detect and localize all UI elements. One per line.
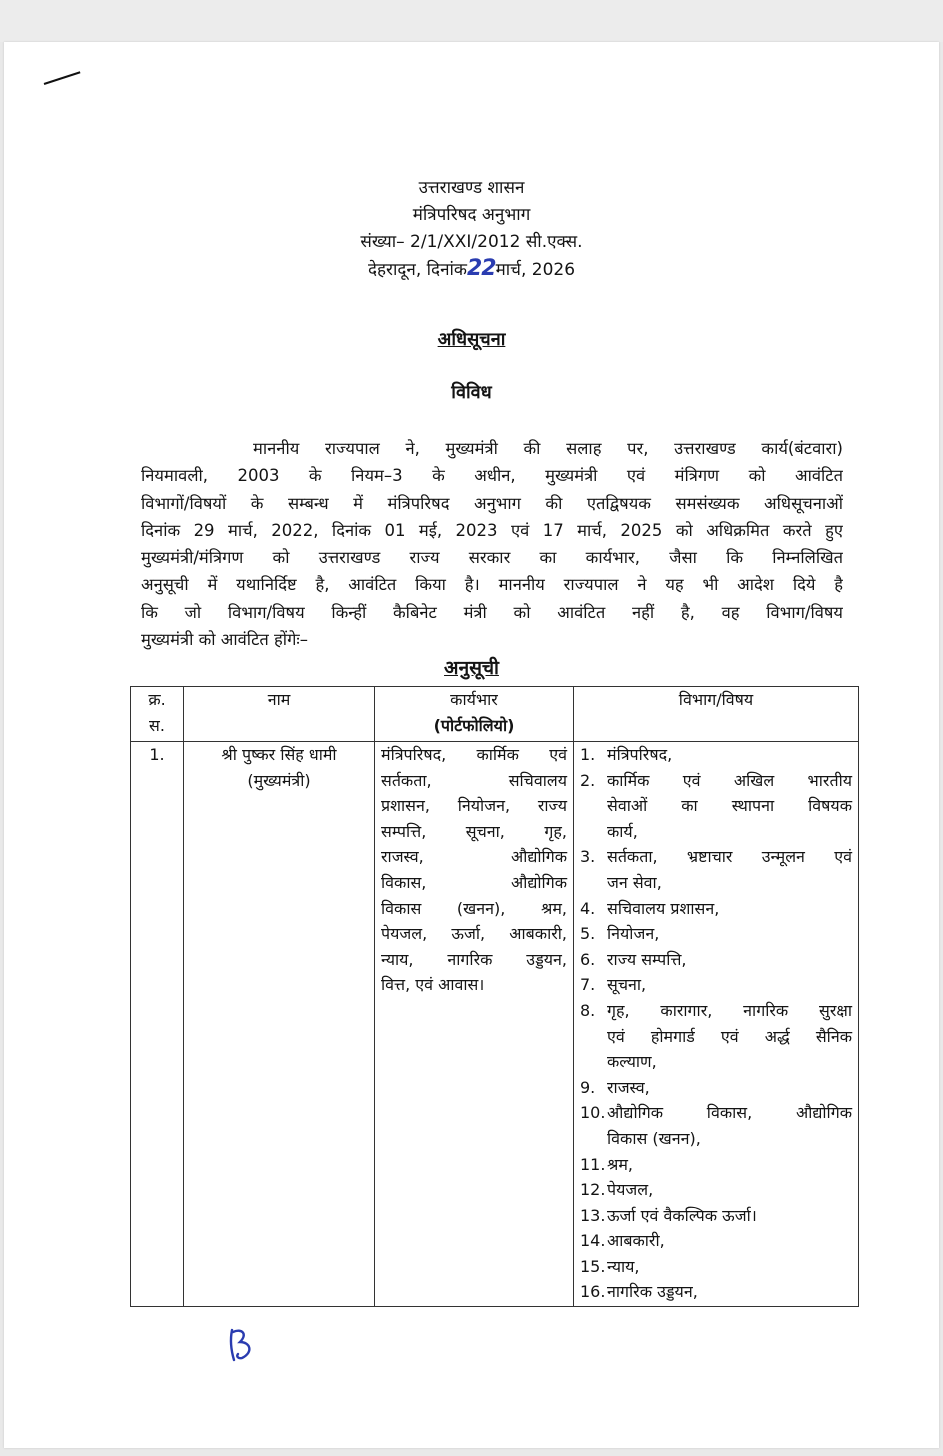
department-item xyxy=(580,1100,852,1151)
department-number: 13. xyxy=(580,1205,606,1225)
table-row xyxy=(131,742,859,1307)
department-line: मंत्रिपरिषद, xyxy=(607,745,673,764)
department-cell xyxy=(574,742,859,1307)
department-number: 8. xyxy=(580,1000,596,1020)
department-text xyxy=(607,844,852,895)
date-line xyxy=(0,256,943,281)
handwritten-day: 22 xyxy=(466,256,496,281)
department-number: 9. xyxy=(580,1077,596,1097)
reference-number: संख्या– 2/1/XXI/2012 सी.एक्स. xyxy=(360,232,583,252)
name-header: नाम xyxy=(184,687,375,742)
department-line: कल्याण, xyxy=(607,1052,657,1072)
department-line: एवं होमगार्ड एवं अर्द्ध सैनिक xyxy=(607,1026,852,1046)
department-line: कार्मिक एवं अखिल भारतीय xyxy=(607,770,852,790)
handwritten-initial xyxy=(226,1326,260,1372)
department-text xyxy=(607,972,852,998)
department-text xyxy=(607,947,852,973)
department-text xyxy=(607,896,852,922)
name-cell: श्री पुष्कर सिंह धामी (मुख्यमंत्री) xyxy=(184,742,375,1307)
body-line: कि जो विभाग/विषय किन्हीं कैबिनेट मंत्री को आवंटित नहीं है, वह विभाग/विषय xyxy=(141,602,843,622)
department-text xyxy=(607,768,852,845)
schedule-table xyxy=(130,686,859,1307)
department-text xyxy=(607,921,852,947)
department-item xyxy=(580,768,852,845)
department-text xyxy=(607,1203,852,1229)
department-number: 2. xyxy=(580,770,596,790)
department-number: 12. xyxy=(580,1180,606,1200)
schedule-title: अनुसूची xyxy=(444,657,499,679)
department-number: 16. xyxy=(580,1282,606,1302)
department-line: श्रम, xyxy=(607,1154,633,1174)
department-item xyxy=(580,1075,852,1101)
department-item xyxy=(580,972,852,998)
department-text xyxy=(607,998,852,1075)
department-number: 6. xyxy=(580,949,596,969)
body-line: मुख्यमंत्री/मंत्रिगण को उत्तराखण्ड राज्य सरकार का कार्यभार, जैसा कि निम्नलिखित xyxy=(141,548,843,568)
department-text xyxy=(607,1152,852,1178)
department-text xyxy=(607,1075,852,1101)
body-line: माननीय राज्यपाल ने, मुख्यमंत्री की सलाह पर, उत्तराखण्ड कार्य(बंटवारा) xyxy=(253,439,843,458)
department-list xyxy=(580,742,852,1305)
date-prefix: देहरादून, दिनांक xyxy=(367,260,467,280)
department-line: ऊर्जा एवं वैकल्पिक ऊर्जा। xyxy=(607,1205,757,1225)
department-number: 7. xyxy=(580,975,596,995)
department-line: राज्य सम्पत्ति, xyxy=(607,949,687,969)
body-line: मुख्यमंत्री को आवंटित होंगेः– xyxy=(141,630,308,650)
department-item xyxy=(580,1254,852,1280)
notification-subtitle: विविध xyxy=(451,382,492,403)
department-item xyxy=(580,1203,852,1229)
department-item xyxy=(580,947,852,973)
department-text xyxy=(607,1100,852,1151)
department-line: सचिवालय प्रशासन, xyxy=(607,898,720,918)
department-item xyxy=(580,1228,852,1254)
department-line: नियोजन, xyxy=(607,924,660,944)
department-number: 4. xyxy=(580,898,596,918)
department-line: विकास (खनन), xyxy=(607,1128,701,1148)
department-line: पेयजल, xyxy=(607,1180,654,1200)
viewer-top-bar xyxy=(0,0,943,42)
notification-title: अधिसूचना xyxy=(437,329,506,350)
department-header: विभाग/विषय xyxy=(574,687,859,742)
department-item xyxy=(580,1152,852,1178)
department-item xyxy=(580,921,852,947)
department-number: 1. xyxy=(580,745,596,764)
department-item xyxy=(580,998,852,1075)
department-line: आबकारी, xyxy=(607,1231,665,1251)
department-text xyxy=(607,1228,852,1254)
department-number: 10. xyxy=(580,1103,606,1123)
department-item xyxy=(580,1177,852,1203)
date-suffix: मार्च, 2026 xyxy=(495,260,576,280)
serial-header: क्र. स. xyxy=(131,687,184,742)
govt-name: उत्तराखण्ड शासन xyxy=(418,178,525,198)
department-line: न्याय, xyxy=(607,1256,640,1276)
department-number: 3. xyxy=(580,847,596,867)
department-line: सेवाओं का स्थापना विषयक xyxy=(607,796,852,816)
department-number: 11. xyxy=(580,1154,606,1174)
department-item xyxy=(580,844,852,895)
department-number: 14. xyxy=(580,1231,606,1251)
table-header-row xyxy=(131,687,859,742)
department-line: सूचना, xyxy=(607,975,647,995)
portfolio-header: कार्यभार (पोर्टफोलियो) xyxy=(375,687,574,742)
signature-mark-icon xyxy=(226,1326,260,1364)
serial-cell: 1. xyxy=(131,742,184,1307)
department-line: गृह, कारागार, नागरिक सुरक्षा xyxy=(607,1000,852,1020)
body-line: नियमावली, 2003 के नियम–3 के अधीन, मुख्यमंत्री एवं मंत्रिगण को आवंटित xyxy=(141,466,843,486)
department-line: सर्तकता, भ्रष्टाचार उन्मूलन एवं xyxy=(607,847,852,867)
department-text xyxy=(607,1279,852,1305)
department-line: औद्योगिक विकास, औद्योगिक xyxy=(607,1103,852,1123)
portfolio-cell: मंत्रिपरिषद, कार्मिक एवं सर्तकता, सचिवालय प्रशासन, नियोजन, राज्य सम्पत्ति, सूचना, गृह, राजस्व, औद्योगिक विकास, औद्योगिक विकास (खनन), श्रम, पेयजल, ऊर्जा, आबकारी, न्याय, नागरिक उड्डयन, वित्त, एवं आवास। xyxy=(375,742,574,1307)
body-line: अनुसूची में यथानिर्दिष्ट है, आवंटित किया है। माननीय राज्यपाल ने यह भी आदेश दिये है xyxy=(141,575,843,595)
department-text xyxy=(607,742,852,768)
section-name: मंत्रिपरिषद अनुभाग xyxy=(412,205,531,225)
body-line: दिनांक 29 मार्च, 2022, दिनांक 01 मई, 2023 एवं 17 मार्च, 2025 को अधिक्रमित करते हुए xyxy=(141,520,843,540)
department-text xyxy=(607,1254,852,1280)
department-number: 15. xyxy=(580,1256,606,1276)
department-number: 5. xyxy=(580,924,596,944)
department-line: नागरिक उड्डयन, xyxy=(607,1282,698,1302)
department-item xyxy=(580,896,852,922)
body-line: विभागों/विषयों के सम्बन्ध में मंत्रिपरिषद अनुभाग की एतद्विषयक समसंख्यक अधिसूचनाओं xyxy=(141,493,843,513)
department-line: राजस्व, xyxy=(607,1077,650,1097)
department-item xyxy=(580,1279,852,1305)
department-text xyxy=(607,1177,852,1203)
department-item xyxy=(580,742,852,768)
department-line: कार्य, xyxy=(607,821,638,841)
department-line: जन सेवा, xyxy=(607,872,662,892)
notification-body xyxy=(141,435,843,653)
